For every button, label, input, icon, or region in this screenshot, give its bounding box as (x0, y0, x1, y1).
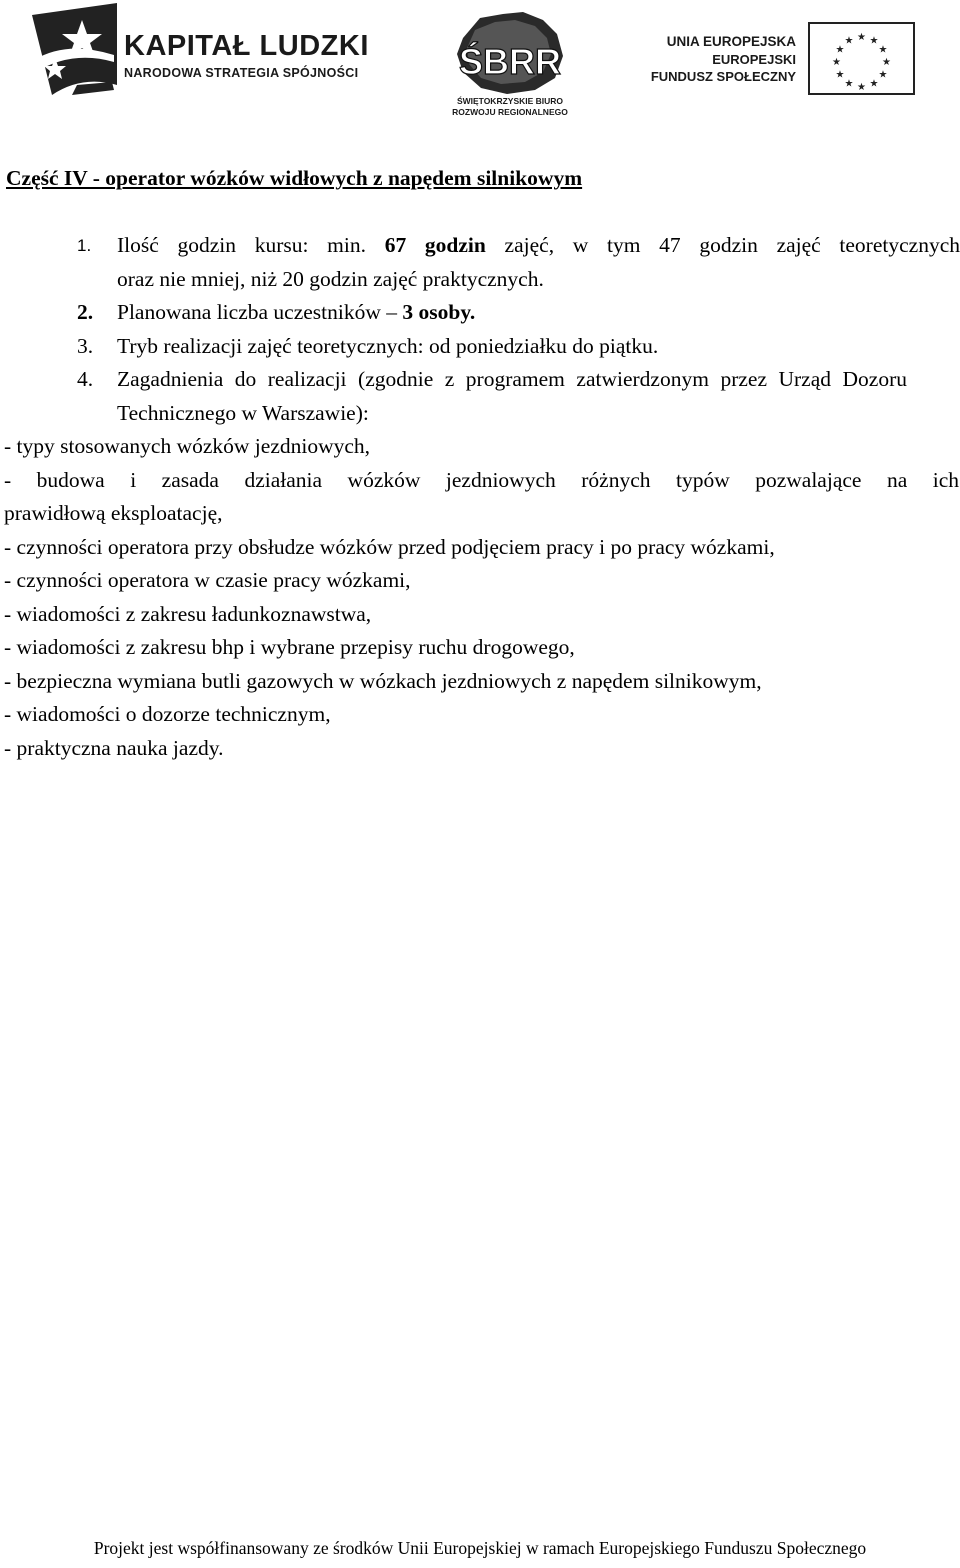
svg-text:★: ★ (844, 78, 854, 90)
eu-flag-icon (808, 22, 915, 95)
sbrr-abbr: ŚBRR (458, 41, 562, 82)
topic-item: - czynności operatora przy obsłudze wózków przed podjęciem pracy i po pracy wózkami, (4, 534, 775, 559)
svg-text:★: ★ (835, 69, 845, 81)
svg-text:★: ★ (835, 44, 845, 56)
item-text: Tryb realizacji zajęć teoretycznych: od poniedziałku do piątku. (117, 333, 659, 358)
kapital-ludzki-title: KAPITAŁ LUDZKI (124, 30, 369, 62)
sbrr-line-2: ROZWOJU REGIONALNEGO (452, 107, 568, 117)
topic-item: - bezpieczna wymiana butli gazowych w wózkach jezdniowych z napędem silnikowym, (4, 668, 762, 693)
requirements-list (0, 229, 960, 430)
item-bold-participants: 3 osoby. (402, 300, 476, 324)
list-item (0, 296, 960, 330)
topic-item: - czynności operatora w czasie pracy wózkami, (4, 568, 411, 592)
list-item (0, 330, 960, 364)
item-number: 1. (77, 236, 92, 255)
topic-item: - wiadomości z zakresu bhp i wybrane przepisy ruchu drogowego, (4, 635, 575, 659)
item-text-line-1: Ilość godzin kursu: min. 67 godzin zajęć, w tym 47 godzin zajęć teoretycznych (117, 233, 960, 257)
svg-text:★: ★ (882, 57, 891, 68)
eu-line-2: EUROPEJSKI (712, 52, 796, 67)
eu-line-1: UNIA EUROPEJSKA (666, 34, 796, 49)
topic-item: - praktyczna nauka jazdy. (4, 735, 224, 760)
item-number: 3. (77, 333, 94, 358)
eu-line-3: FUNDUSZ SPOŁECZNY (650, 69, 796, 84)
item-text: Planowana liczba uczestników – 3 osoby. (117, 300, 476, 324)
svg-text:★: ★ (878, 44, 888, 56)
svg-text:★: ★ (869, 35, 879, 47)
list-item (0, 363, 960, 430)
svg-text:★: ★ (857, 32, 866, 43)
kapital-ludzki-subtitle: NARODOWA STRATEGIA SPÓJNOŚCI (124, 66, 359, 80)
topics-list (4, 430, 960, 765)
topic-item: - wiadomości z zakresu ładunkoznawstwa, (4, 601, 372, 626)
topic-item: - wiadomości o dozorze technicznym, (4, 702, 331, 726)
topic-item: - budowa i zasada działania wózków jezdniowych różnych typów pozwalające na ich (4, 467, 959, 492)
list-item (0, 229, 960, 296)
topic-item: - typy stosowanych wózków jezdniowych, (4, 434, 371, 458)
svg-text:★: ★ (878, 69, 888, 81)
item-text-line-2: oraz nie mniej, niż 20 godzin zajęć praktycznych. (117, 266, 544, 291)
sbrr-line-1: ŚWIĘTOKRZYSKIE BIURO (456, 96, 564, 106)
svg-text:★: ★ (832, 57, 841, 68)
svg-text:★: ★ (844, 35, 854, 47)
svg-text:★: ★ (857, 82, 866, 93)
logo-bar (0, 0, 960, 125)
document-title: Część IV - operator wózków widłowych z napędem silnikowym (6, 166, 583, 190)
svg-text:★: ★ (869, 78, 879, 90)
item-text: Zagadnienia do realizacji (zgodnie z programem zatwierdzonym przez Urząd Dozoru Technicznego w Warszawie): (117, 367, 907, 425)
footer-funding-note: Projekt jest współfinansowany ze środków Unii Europejskiej w ramach Europejskiego Funduszu Społecznego (93, 1538, 867, 1558)
item-number: 2. (77, 300, 94, 324)
item-bold-hours: 67 godzin (384, 233, 486, 257)
item-number: 4. (77, 367, 94, 391)
topic-item-continuation: prawidłową eksploatację, (4, 501, 223, 525)
